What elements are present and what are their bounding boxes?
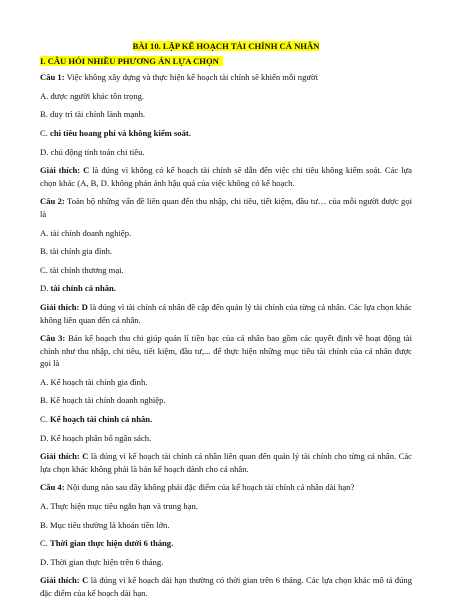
section-heading — [40, 55, 412, 68]
option-prefix: C. — [40, 127, 51, 138]
option-a: A. Kế hoạch tài chính gia đình. — [40, 376, 148, 387]
option-b: B. Mục tiêu thường là khoản tiền lớn. — [40, 519, 170, 530]
question-2 — [40, 195, 412, 326]
explanation-key: C — [82, 575, 89, 586]
option-prefix: C. — [40, 414, 51, 425]
explanation-text: là đúng vì kế hoạch dài hạn thường có thời gian trên 6 tháng. Các lựa chọn khác mô tả đúng đặc điểm của kế hoạch dài hạn. — [40, 575, 412, 598]
option-b: B. Kế hoạch tài chính doanh nghiệp. — [40, 395, 166, 406]
correct-answer: tài chính cá nhân. — [50, 283, 116, 294]
option-a: A. tài chính doanh nghiệp. — [40, 227, 132, 238]
explanation — [40, 301, 412, 326]
question-text: Bản kế hoạch thu chi giúp quản lí tiền bạc của cá nhân bao gồm các quyết định về hoạt động tài chính như thu nhập, chi tiêu, tiết kiệm, đầu tư,... để thực hiện những mục tiêu tài chính của cá nhân được gọi là — [40, 333, 412, 369]
explanation-key: C — [82, 451, 89, 462]
explanation — [40, 574, 412, 599]
question-text: Nội dung nào sau đây không phải đặc điểm của kế hoạch tài chính cá nhân dài hạn? — [64, 482, 355, 493]
question-3 — [40, 332, 412, 475]
option-c — [40, 537, 412, 550]
option-prefix: C. — [40, 538, 51, 549]
option-d: D. chủ động tính toán chi tiêu. — [40, 146, 145, 157]
page-title — [40, 40, 412, 53]
option-prefix: D. — [40, 283, 51, 294]
question-text: Toàn bộ những vấn đề liên quan đến thu nhập, chi tiêu, tiết kiệm, đầu tư… của mỗi người được gọi là — [40, 196, 413, 219]
option-c — [40, 127, 412, 140]
option-d: D. Thời gian thực hiện trên 6 tháng. — [40, 556, 164, 567]
title-text: BÀI 10. LẬP KẾ HOẠCH TÀI CHÍNH CÁ NHÂN — [132, 41, 320, 51]
explanation-text: là đúng vì không có kế hoạch tài chính sẽ dẫn đến việc chi tiêu không kiểm soát. Các lựa chọn khác (A, B, D. không phản ánh hậu quả của việc không có kế hoạch. — [40, 165, 412, 188]
option-a: A. Thực hiện mục tiêu ngắn hạn và trung hạn. — [40, 501, 198, 512]
question-label: Câu 3: — [40, 333, 66, 344]
correct-answer: Kế hoạch tài chính cá nhân. — [50, 414, 153, 425]
explanation-label: Giải thích: — [40, 451, 80, 462]
explanation-key: C — [83, 165, 90, 176]
question-label: Câu 2: — [40, 196, 65, 207]
option-d: D. Kế hoạch phân bổ ngân sách. — [40, 432, 152, 443]
question-text: Việc không xây dựng và thực hiện kế hoạch tài chính sẽ khiến mỗi người — [64, 72, 318, 83]
explanation-label: Giải thích: — [40, 165, 81, 176]
explanation-text: là đúng vì tài chính cá nhân đề cập đến quản lý tài chính của từng cá nhân. Các lựa chọn khác không liên quan đến cá nhân. — [40, 301, 412, 325]
question-label: Câu 1: — [40, 72, 65, 83]
section-heading-text: I. CÂU HỎI NHIỀU PHƯƠNG ÁN LỰA CHỌN — [40, 56, 223, 66]
option-c — [40, 413, 412, 426]
question-stem — [40, 332, 412, 370]
question-1 — [40, 71, 412, 189]
explanation — [40, 450, 412, 475]
correct-answer: Thời gian thực hiện dưới 6 tháng. — [50, 538, 174, 549]
correct-answer: chi tiêu hoang phí và không kiểm soát. — [50, 127, 191, 138]
question-stem — [40, 481, 412, 494]
explanation-label: Giải thích: — [40, 301, 80, 312]
question-stem — [40, 71, 412, 84]
option-d — [40, 282, 412, 295]
explanation — [40, 164, 412, 189]
option-c: C. tài chính thương mại. — [40, 264, 124, 275]
explanation-text: là đúng vì kế hoạch tài chính cá nhân liên quan đến quản lý tài chính cho từng cá nhân. Các lựa chọn khác không phải là bản kế hoạch dành cho cá nhân. — [40, 451, 412, 474]
option-b: B. tài chính gia đình. — [40, 246, 113, 257]
option-b: B. duy trì tài chính lành mạnh. — [40, 109, 146, 120]
question-list — [40, 71, 412, 599]
question-stem — [40, 195, 412, 220]
explanation-label: Giải thích: — [40, 575, 80, 586]
document-page — [40, 40, 412, 600]
question-label: Câu 4: — [40, 482, 65, 493]
explanation-key: D — [81, 301, 88, 312]
option-a: A. được người khác tôn trọng. — [40, 90, 145, 101]
